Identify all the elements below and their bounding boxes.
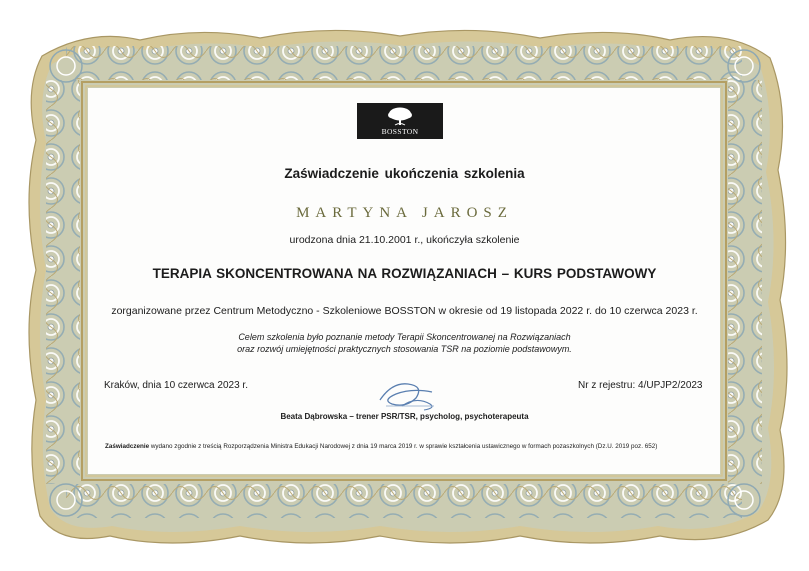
goal-line-2: oraz rozwój umiejętności praktycznych stosowania TSR na poziomie podstawowym. bbox=[237, 344, 572, 354]
place-date: Kraków, dnia 10 czerwca 2023 r. bbox=[104, 380, 248, 391]
bosston-logo bbox=[357, 103, 443, 139]
birth-line: urodzona dnia 21.10.2001 r., ukończyła szkolenie bbox=[289, 234, 520, 246]
registry-number: Nr z rejestru: 4/UPJP2/2023 bbox=[578, 380, 703, 391]
signature bbox=[372, 376, 442, 412]
logo-text: BOSSTON bbox=[381, 127, 419, 136]
organized-line: zorganizowane przez Centrum Metodyczno - Szkoleniowe BOSSTON w okresie od 19 listopada 2022 r. do 10 czerwca 2023 r. bbox=[111, 305, 698, 317]
recipient-name: MARTYNA JAROSZ bbox=[296, 205, 513, 221]
footer-bold: Zaświadczenie bbox=[105, 443, 150, 450]
goal-line-1: Celem szkolenia było poznanie metody Terapii Skoncentrowanej na Rozwiązaniach bbox=[238, 332, 571, 342]
trainer-line: Beata Dąbrowska – trener PSR/TSR, psycholog, psychoterapeuta bbox=[280, 412, 529, 421]
legal-footer bbox=[105, 443, 657, 450]
tree-icon bbox=[357, 104, 443, 128]
footer-text: wydano zgodnie z treścią Rozporządzenia Ministra Edukacji Narodowej z dnia 19 marca 2019 r. w sprawie kształcenia ustawicznego w formach pozaszkolnych (Dz.U. 2019 poz. 652) bbox=[149, 443, 658, 450]
course-name: TERAPIA SKONCENTROWANA NA ROZWIĄZANIACH – KURS PODSTAWOWY bbox=[152, 266, 657, 281]
certificate-title: Zaświadczenie ukończenia szkolenia bbox=[284, 166, 525, 181]
